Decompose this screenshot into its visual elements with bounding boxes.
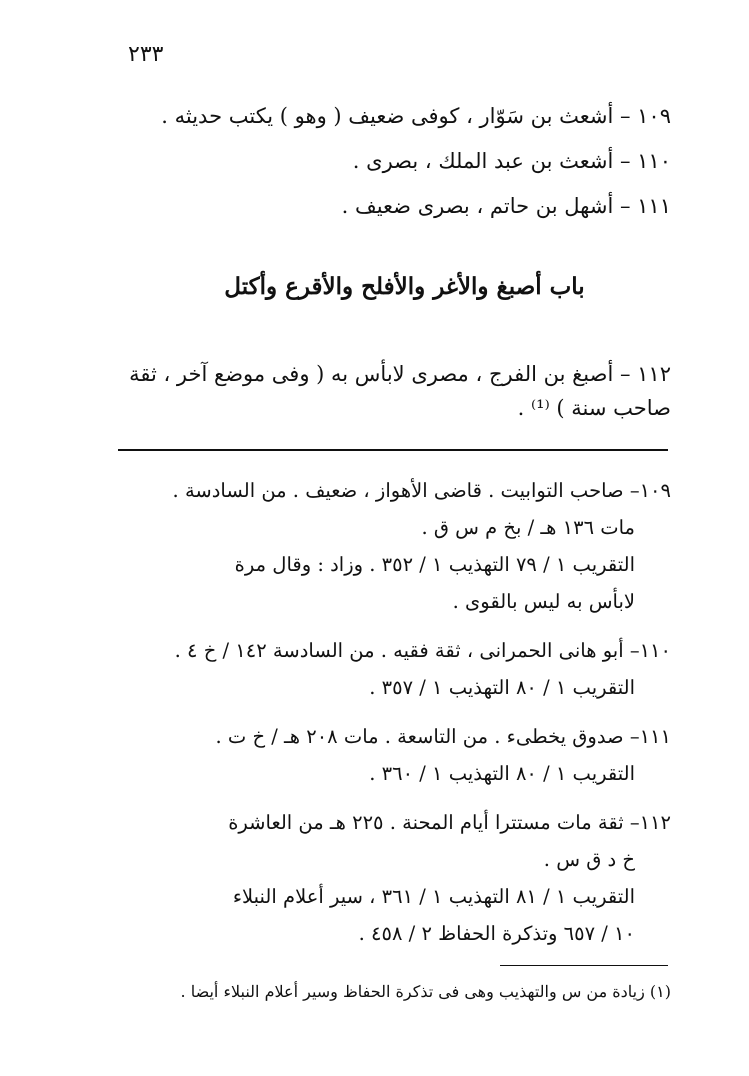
note-line: التقريب ١ / ٧٩ التهذيب ١ / ٣٥٢ . وزاد : وقال مرة [234,553,635,576]
page-number: ٢٣٣ [128,42,164,67]
note-109 [106,472,671,620]
note-line: مات ١٣٦ هـ / بخ م س ق . [421,516,635,539]
entry-109: ١٠٩ – أشعث بن سَوّار ، كوفى ضعيف ( وهو ) يكتب حديثه . [161,104,671,128]
footnote: (١) زيادة من س والتهذيب وهى فى تذكرة الحفاظ وسير أعلام النبلاء أيضا . [180,982,671,1001]
footnote-divider [500,965,668,966]
note-112 [106,804,671,952]
note-110 [106,632,671,706]
note-line: التقريب ١ / ٨٠ التهذيب ١ / ٣٦٠ . [369,762,635,785]
note-111 [106,718,671,792]
narrator-entries [111,100,671,235]
note-line: ١١٠– أبو هانى الحمرانى ، ثقة فقيه . من السادسة ١٤٢ / خ ٤ . [174,639,671,662]
entry-110: ١١٠ – أشعث بن عبد الملك ، بصرى . [352,149,671,173]
entry-112-line-1: ١١٢ – أصبغ بن الفرج ، مصرى لابأس به ( وفى موضع آخر ، ثقة [129,362,671,386]
note-line: ١٠٩– صاحب التوابيت . قاضى الأهواز ، ضعيف . من السادسة . [172,479,671,502]
note-line: التقريب ١ / ٨٠ التهذيب ١ / ٣٥٧ . [369,676,635,699]
entry-111: ١١١ – أشهل بن حاتم ، بصرى ضعيف . [341,194,671,218]
entry-112-line-2: صاحب سنة ) ⁽¹⁾ . [517,396,671,420]
chapter-title: باب أصبغ والأغر والأفلح والأقرع وأكتل [224,273,585,300]
note-line: خ د ق س . [543,848,635,871]
note-line: التقريب ١ / ٨١ التهذيب ١ / ٣٦١ ، سير أعلام النبلاء [232,885,635,908]
footnotes-divider [118,449,668,451]
entry-112 [111,357,671,425]
note-line: ١٠ / ٦٥٧ وتذكرة الحفاظ ٢ / ٤٥٨ . [358,922,635,945]
note-line: ١١٢– ثقة مات مستترا أيام المحنة . ٢٢٥ هـ من العاشرة [228,811,671,834]
commentary-notes [106,472,671,964]
note-line: ١١١– صدوق يخطىء . من التاسعة . مات ٢٠٨ هـ / خ ت . [215,725,671,748]
note-line: لابأس به ليس بالقوى . [452,590,635,613]
